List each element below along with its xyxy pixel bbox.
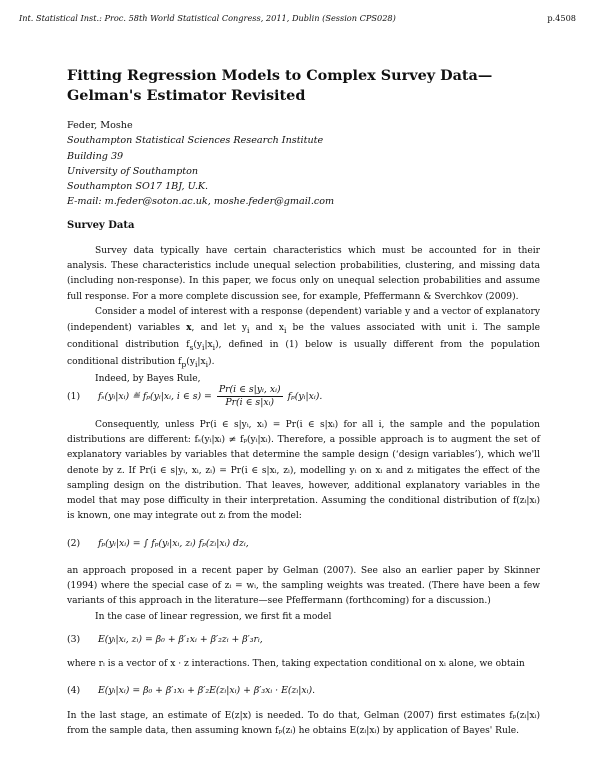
equation-1 [67,384,540,409]
running-header: Int. Statistical Inst.: Proc. 58th World Statistical Congress, 2011, Dublin (Session CPS028) [19,13,396,23]
equation-fraction [217,384,283,409]
paragraph: In the case of linear regression, we first fit a model [95,611,332,622]
author-block [67,118,334,210]
paragraph: an approach proposed in a recent paper by Gelman (2007). See also an earlier paper by Skinner (1994) where the special case of zᵢ = wᵢ, the sampling weights was treated. (There have been a few variants of this approach in the literature—see Pfeffermann (forthcoming) for a discussion.) [67,566,540,607]
affiliation-line: University of Southampton [67,165,199,177]
equation-number: (3) [67,634,81,645]
paper-title: Fitting Regression Models to Complex Survey Data—Gelman's Estimator Revisited [67,67,493,104]
paragraph: In the last stage, an estimate of E(z|x) is needed. To do that, Gelman (2007) first estimates fₚ(zᵢ|xᵢ) from the sample data, then assuming known fₚ(zᵢ) he obtains E(zᵢ|xᵢ) by application of Bayes' Rule. [67,711,540,737]
equation-body: E(yᵢ|xᵢ) = β₀ + β′₁xᵢ + β′₂E(zᵢ|xᵢ) + β′₃xᵢ · E(zᵢ|xᵢ). [97,685,316,696]
equation-rhs: fₚ(yᵢ|xᵢ). [287,391,323,402]
body-block-1 [67,244,540,387]
body-block-2 [67,418,540,524]
paragraph: Consequently, unless Pr(i ∈ s|yᵢ, xᵢ) = Pr(i ∈ s|xᵢ) for all i, the sample and the population distributions are different: fₛ(yᵢ|xᵢ) ≠ fₚ(yᵢ|xᵢ). Therefore, a possible approach is to augment the set of explanatory variables by variables that determine the sample design (‘design variables’), which we'll denote by z. If Pr(i ∈ s|yᵢ, xᵢ, zᵢ) = Pr(i ∈ s|xᵢ, zᵢ), modelling yᵢ on xᵢ and zᵢ mitigates the effect of the sampling design on the distribution. That leaves, however, additional explanatory variables in the model that may pose difficulty in their interpretation. Assuming the conditional distribution of f(zᵢ|xᵢ) is known, one may integrate out zᵢ from the model: [67,420,540,522]
equation-lhs: fₛ(yᵢ|xᵢ) ≝ fₚ(yᵢ|xᵢ, i ∈ s) = [97,391,212,402]
equation-body: E(yᵢ|xᵢ, zᵢ) = β₀ + β′₁xᵢ + β′₂zᵢ + β′₃rᵢ, [97,634,263,645]
affiliation-line: Building 39 [67,150,124,162]
body-block-5 [67,709,540,739]
body-block-3 [67,564,540,625]
affiliation-line: Southampton Statistical Sciences Research Institute [67,135,324,147]
equation-body: fₚ(yᵢ|xᵢ) = ∫ fₚ(yᵢ|xᵢ, zᵢ) fₚ(zᵢ|xᵢ) dzᵢ, [97,538,249,549]
page-number: p.4508 [547,13,576,23]
author-email: E-mail: m.feder@soton.ac.uk, moshe.feder@gmail.com [67,196,335,208]
section-heading: Survey Data [67,220,135,231]
equation-number: (2) [67,538,81,549]
paragraph: Consider a model of interest with a response (dependent) variable y and a vector of explanatory (independent) variables x, and let $y_i$ and $x_i$ be the values associated with unit i. The sample conditional distribution $f_s(y_i|x_i)$, defined in (1) below is usually different from the population conditional distribution $f_p(y_i|x_i)$. [67,306,540,369]
fraction-numerator: Pr(i ∈ s|yᵢ, xᵢ) [218,384,281,395]
equation-2 [67,538,540,549]
paragraph: where rᵢ is a vector of x · z interactions. Then, taking expectation conditional on xᵢ alone, we obtain [67,659,525,669]
body-block-4 [67,657,540,672]
affiliation-line: Southampton SO17 1BJ, U.K. [67,181,209,193]
equation-4 [67,685,540,696]
paragraph: Survey data typically have certain characteristics which must be accounted for in their analysis. These characteristics include unequal selection probabilities, clustering, and missing data (including non-response). In this paper, we focus only on unequal selection probabilities and assume full response. For a more complete discussion see, for example, Pfeffermann & Sverchkov (2009). [67,246,540,302]
fraction-denominator: Pr(i ∈ s|xᵢ) [225,397,275,408]
paragraph: Indeed, by Bayes Rule, [95,374,201,385]
equation-number: (1) [67,391,81,402]
author-name: Feder, Moshe [67,120,133,131]
equation-3 [67,634,540,645]
equation-number: (4) [67,685,81,696]
